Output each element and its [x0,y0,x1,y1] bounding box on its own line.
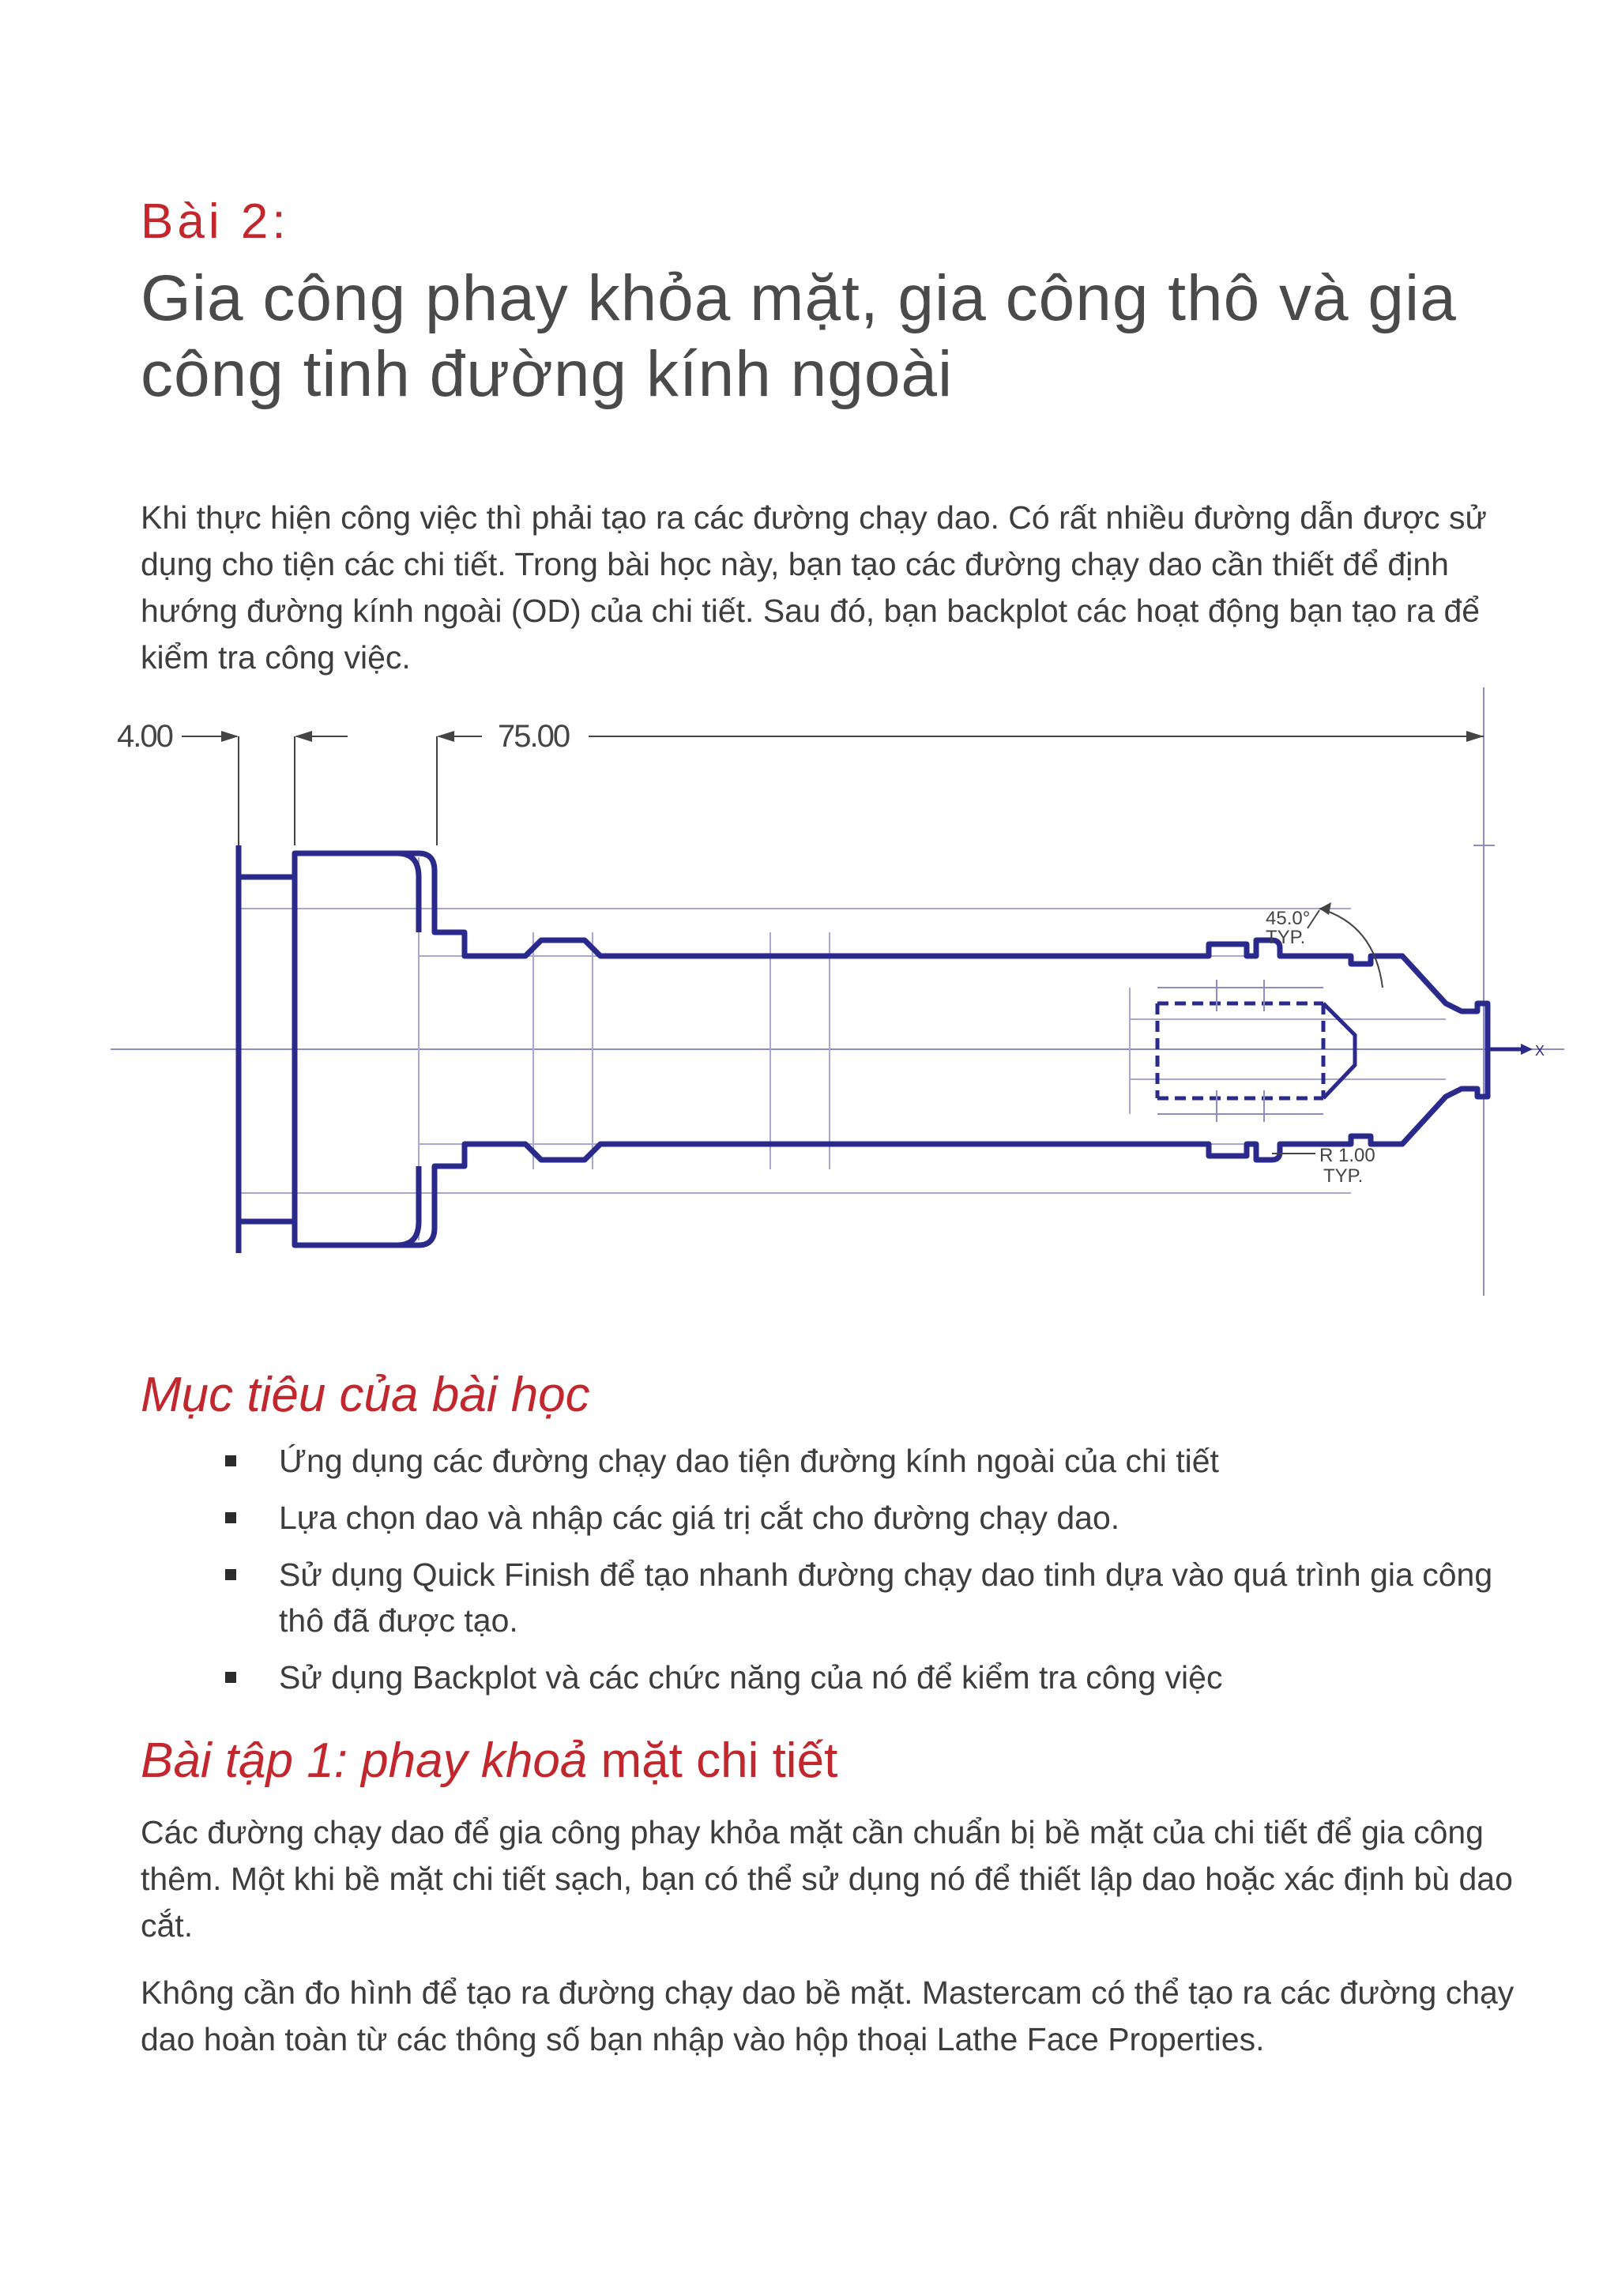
lesson-label: Bài 2: [141,194,290,249]
objective-text: Ứng dụng các đường chạy dao tiện đường kính ngoài của chi tiết [279,1443,1219,1479]
shaft-drawing-svg [103,687,1564,1304]
angle-typ-text: TYP. [1266,927,1306,948]
exercise-paragraph-1: Các đường chạy dao để gia công phay khỏa mặt cần chuẩn bị bề mặt của chi tiết để gia công thêm. Một khi bề mặt chi tiết sạch, bạn có thể sử dụng nó để thiết lập dao hoặc xác định bù dao cắt. [141,1814,1513,1944]
dim-left-text: 4.00 [117,719,172,754]
objective-text: Lựa chọn dao và nhập các giá trị cắt cho đường chạy dao. [279,1500,1120,1536]
exercise-paragraph-2: Không cần đo hình để tạo ra đường chạy dao bề mặt. Mastercam có thể tạo ra các đường chạy dao hoàn toàn từ các thông số bạn nhập vào hộp thoại Lathe Face Properties. [141,1974,1515,2057]
inner-thin-lines [1157,980,1323,1122]
list-item [225,1495,1537,1541]
objective-text: Sử dụng Backplot và các chức năng của nó để kiểm tra công việc [279,1659,1223,1696]
bullet-icon [225,1512,236,1523]
list-item [225,1552,1537,1643]
exercise-heading [141,1733,838,1788]
angle-arrow [1319,902,1331,915]
bullet-icon [225,1455,236,1466]
dim-length-text: 75.00 [498,719,570,754]
bullet-icon [225,1569,236,1580]
angle-annotation [1308,909,1383,988]
radius-typ-text: TYP. [1323,1165,1364,1187]
exercise-heading-normal: mặt chi tiết [587,1733,838,1788]
axis-label: X [1535,1043,1545,1059]
angle-note-text: 45.0° [1266,908,1311,929]
list-item [225,1438,1537,1484]
bullet-icon [225,1672,236,1683]
objective-text: Sử dụng Quick Finish để tạo nhanh đường chạy dao tinh dựa vào quá trình gia công thô đã được tạo. [279,1556,1493,1639]
objectives-heading: Mục tiêu của bài học [141,1368,590,1422]
objectives-list [225,1438,1537,1711]
radius-note-text: R 1.00 [1319,1145,1375,1166]
lesson-title: Gia công phay khỏa mặt, gia công thô và gia công tinh đường kính ngoài [141,262,1457,410]
intro-paragraph: Khi thực hiện công việc thì phải tạo ra các đường chạy dao. Có rất nhiều đường dẫn được sử dụng cho tiện các chi tiết. Trong bài học này, bạn tạo các đường chạy dao cần thiết để định hướng đường kính ngoài (OD) của chi tiết. Sau đó, bạn backplot các hoạt động bạn tạo ra để kiểm tra công việc. [141,499,1487,676]
list-item [225,1654,1537,1700]
axis-arrowhead [1521,1044,1533,1055]
dimension-lines [182,736,1484,845]
exercise-heading-italic: Bài tập 1: phay khoả [141,1733,588,1788]
inner-features [1157,1003,1355,1098]
technical-drawing [103,687,1564,1304]
